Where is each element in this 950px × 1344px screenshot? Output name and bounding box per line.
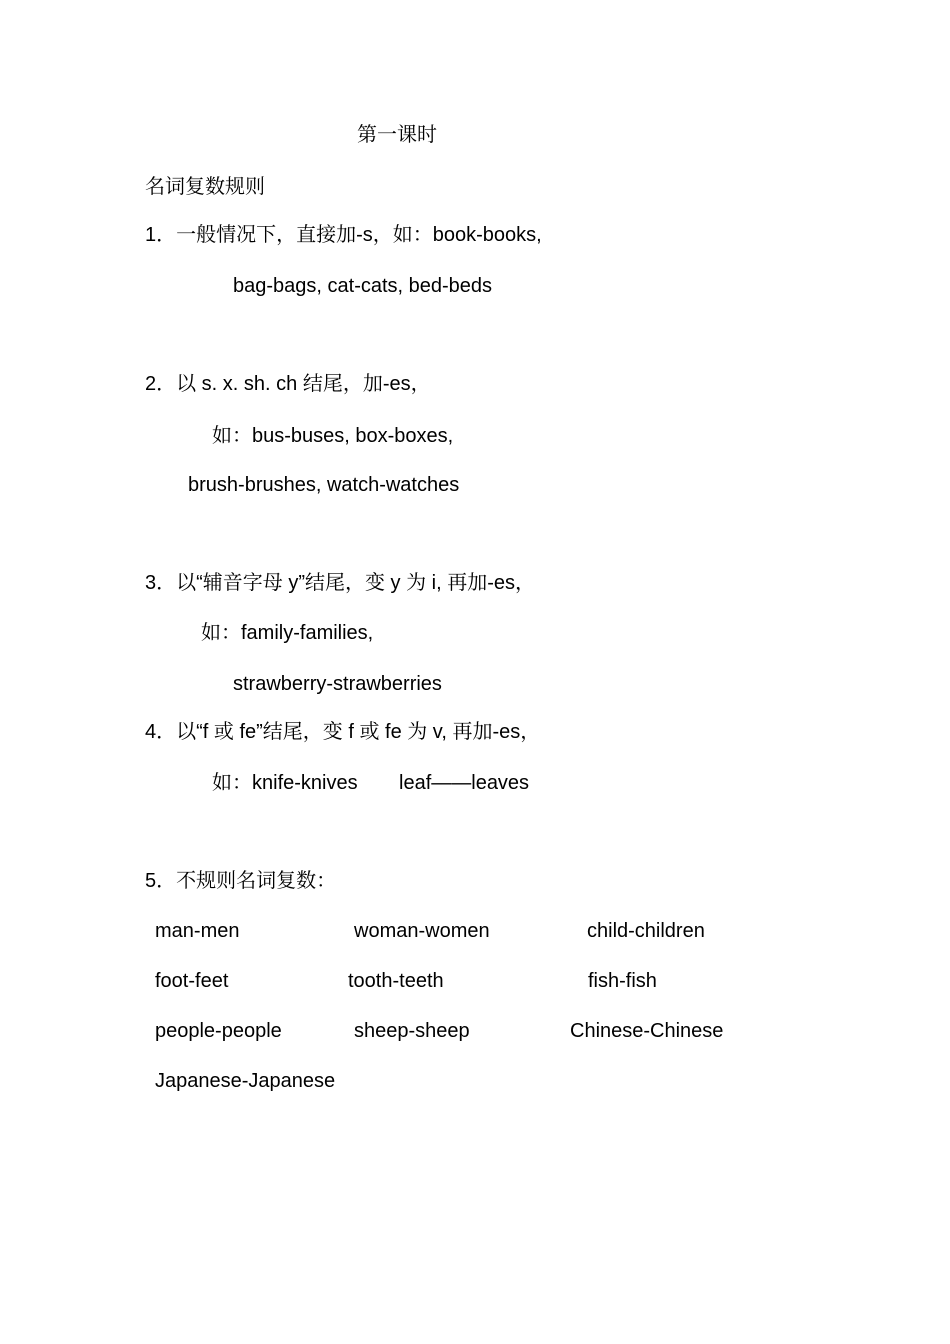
rule-1-intro: 1．一般情况下，直接加-s，如：book-books,: [145, 224, 542, 246]
irregular-plural-item: tooth-teeth: [348, 970, 444, 992]
rule-2-example: 如：bus-buses, box-boxes,: [212, 425, 454, 447]
rule-5-intro: 5．不规则名词复数：: [145, 870, 337, 892]
rule-3-example: 如：family-families,: [201, 622, 374, 644]
rule-3-example: strawberry-strawberries: [233, 673, 442, 695]
irregular-plural-item: man-men: [155, 920, 240, 942]
rule-4-example: 如：knife-knives: [212, 772, 358, 794]
page-title: 第一课时: [357, 122, 437, 146]
rule-4-example: leaf——leaves: [399, 772, 530, 794]
irregular-plural-item: woman-women: [354, 920, 490, 942]
irregular-plural-item: child-children: [587, 920, 705, 942]
irregular-plural-item: Chinese-Chinese: [570, 1020, 724, 1042]
irregular-plural-item: sheep-sheep: [354, 1020, 470, 1042]
rule-2-intro: 2．以 s. x. sh. ch 结尾，加-es，: [145, 373, 431, 395]
irregular-plural-item: people-people: [155, 1020, 282, 1042]
rule-4-intro: 4．以“f 或 fe”结尾，变 f 或 fe 为 v, 再加-es，: [145, 721, 541, 743]
irregular-plural-item: Japanese-Japanese: [155, 1070, 336, 1092]
rule-1-example: bag-bags, cat-cats, bed-beds: [233, 275, 493, 297]
rule-2-example: brush-brushes, watch-watches: [188, 474, 460, 496]
section-heading: 名词复数规则: [145, 174, 265, 198]
irregular-plural-item: foot-feet: [155, 970, 229, 992]
rule-3-intro: 3．以“辅音字母 y”结尾，变 y 为 i, 再加-es，: [145, 572, 536, 594]
irregular-plural-item: fish-fish: [588, 970, 657, 992]
